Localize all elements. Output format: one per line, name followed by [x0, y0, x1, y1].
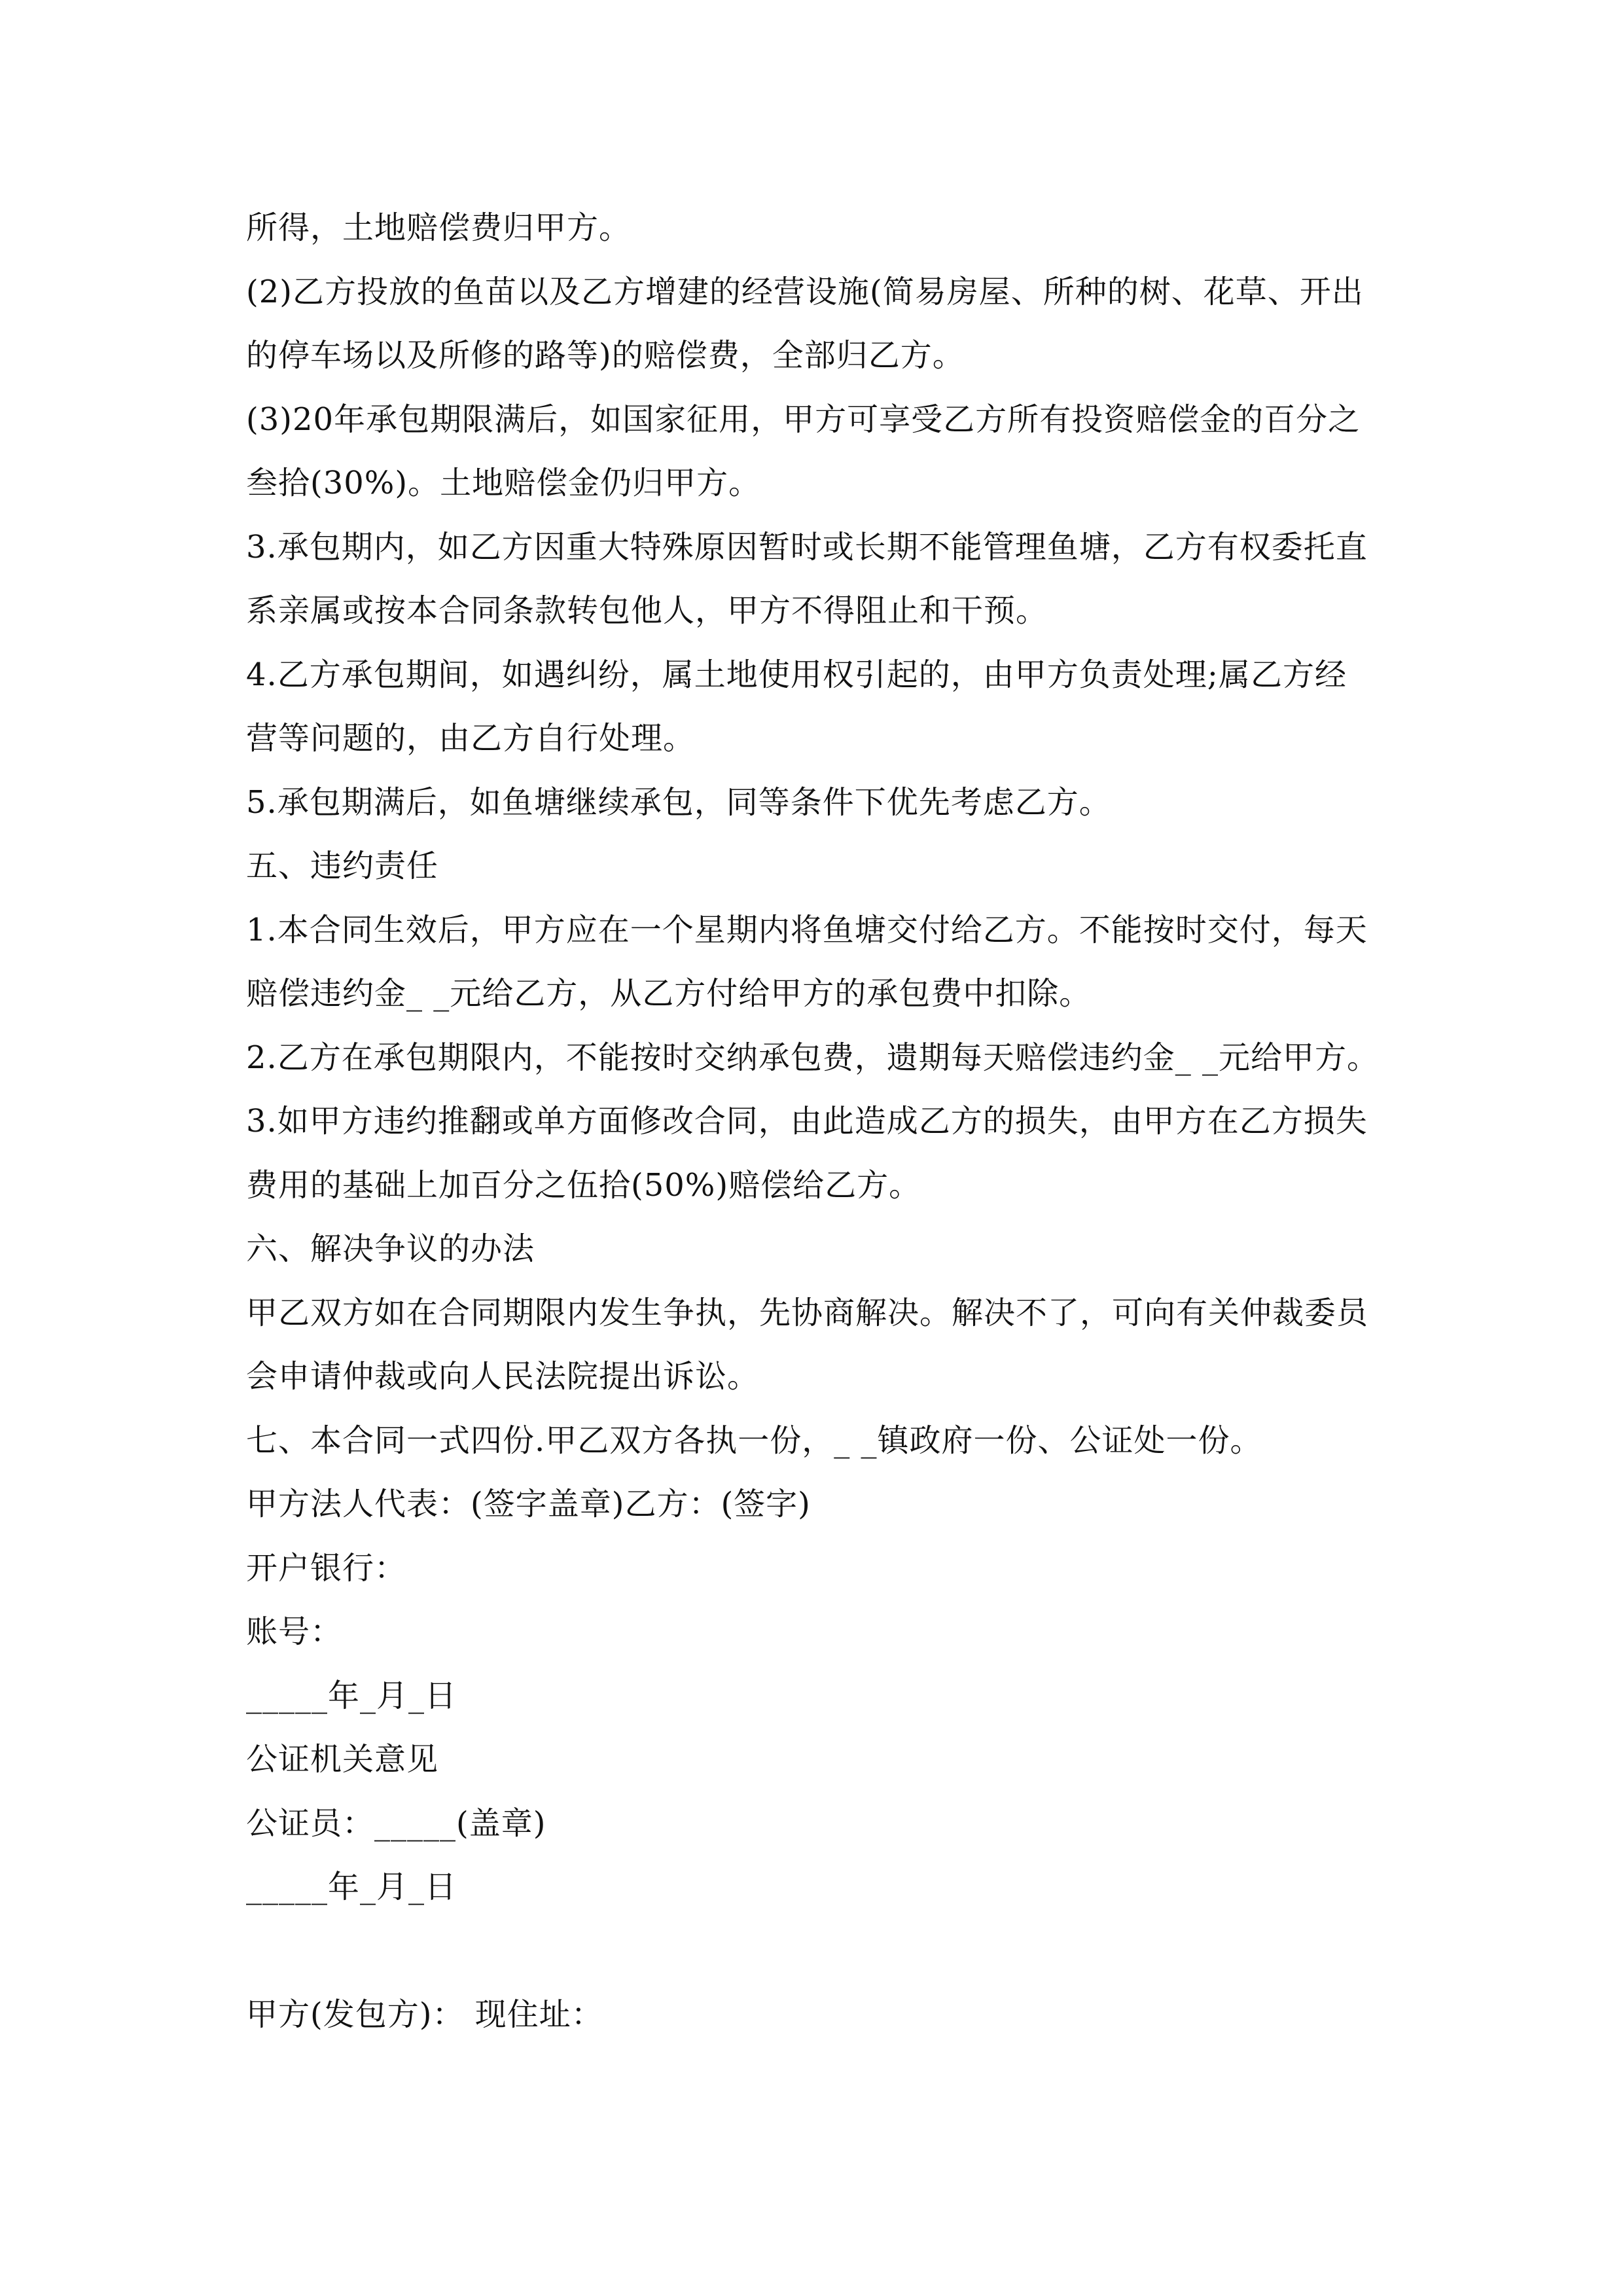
- text-line: 系亲属或按本合同条款转包他人，甲方不得阻止和干预。: [246, 592, 1048, 629]
- text-line: 甲乙双方如在合同期限内发生争执，先协商解决。解决不了，可向有关仲裁委员: [246, 1294, 1369, 1331]
- notary-line: 公证员：_____(盖章): [246, 1804, 546, 1842]
- text-line: 3.如甲方违约推翻或单方面修改合同，由此造成乙方的损失，由甲方在乙方损失: [246, 1103, 1368, 1139]
- text-line: 赔偿违约金_ _元给乙方，从乙方付给甲方的承包费中扣除。: [246, 975, 1092, 1012]
- text-line: 叁拾(30%)。土地赔偿金仍归甲方。: [246, 465, 761, 501]
- text-line: 4.乙方承包期间，如遇纠纷，属土地使用权引起的，由甲方负责处理;属乙方经: [246, 656, 1347, 693]
- text-line: 七、本合同一式四份.甲乙双方各执一份，_ _镇政府一份、公证处一份。: [246, 1422, 1262, 1459]
- bank-line: 开户银行：: [246, 1549, 407, 1587]
- text-line: 会申请仲裁或向人民法院提出诉讼。: [246, 1358, 760, 1395]
- text-line: 2.乙方在承包期限内，不能按时交纳承包费，遗期每天赔偿违约金_ _元给甲方。: [246, 1039, 1380, 1076]
- section-heading: 五、违约责任: [246, 848, 439, 884]
- text-line: 5.承包期满后，如鱼塘继续承包，同等条件下优先考虑乙方。: [246, 783, 1111, 821]
- text-line: 营等问题的，由乙方自行处理。: [246, 720, 696, 757]
- signature-line: 甲方法人代表：(签字盖章)乙方：(签字): [246, 1486, 811, 1522]
- party-a-line: 甲方(发包方)： 现住址：: [246, 1996, 603, 2033]
- text-line: 费用的基础上加百分之伍拾(50%)赔偿给乙方。: [246, 1166, 921, 1204]
- text-line: 所得，土地赔偿费归甲方。: [246, 209, 632, 246]
- date-line: _____年_月_日: [246, 1869, 457, 1905]
- document-body: [246, 196, 1411, 2047]
- text-line: (3)20年承包期限满后，如国家征用，甲方可享受乙方所有投资赔偿金的百分之: [246, 401, 1361, 438]
- account-line: 账号：: [246, 1613, 343, 1650]
- text-line: 1.本合同生效后，甲方应在一个星期内将鱼塘交付给乙方。不能按时交付，每天: [246, 911, 1368, 948]
- date-line: _____年_月_日: [246, 1677, 457, 1714]
- notary-opinion-line: 公证机关意见: [246, 1741, 439, 1778]
- blank-gap: [246, 1920, 1411, 1984]
- text-line: (2)乙方投放的鱼苗以及乙方增建的经营设施(简易房屋、所种的树、花草、开出: [246, 273, 1364, 310]
- text-line: 的停车场以及所修的路等)的赔偿费，全部归乙方。: [246, 337, 965, 374]
- text-line: 3.承包期内，如乙方因重大特殊原因暂时或长期不能管理鱼塘，乙方有权委托直: [246, 528, 1368, 565]
- section-heading: 六、解决争议的办法: [246, 1230, 535, 1267]
